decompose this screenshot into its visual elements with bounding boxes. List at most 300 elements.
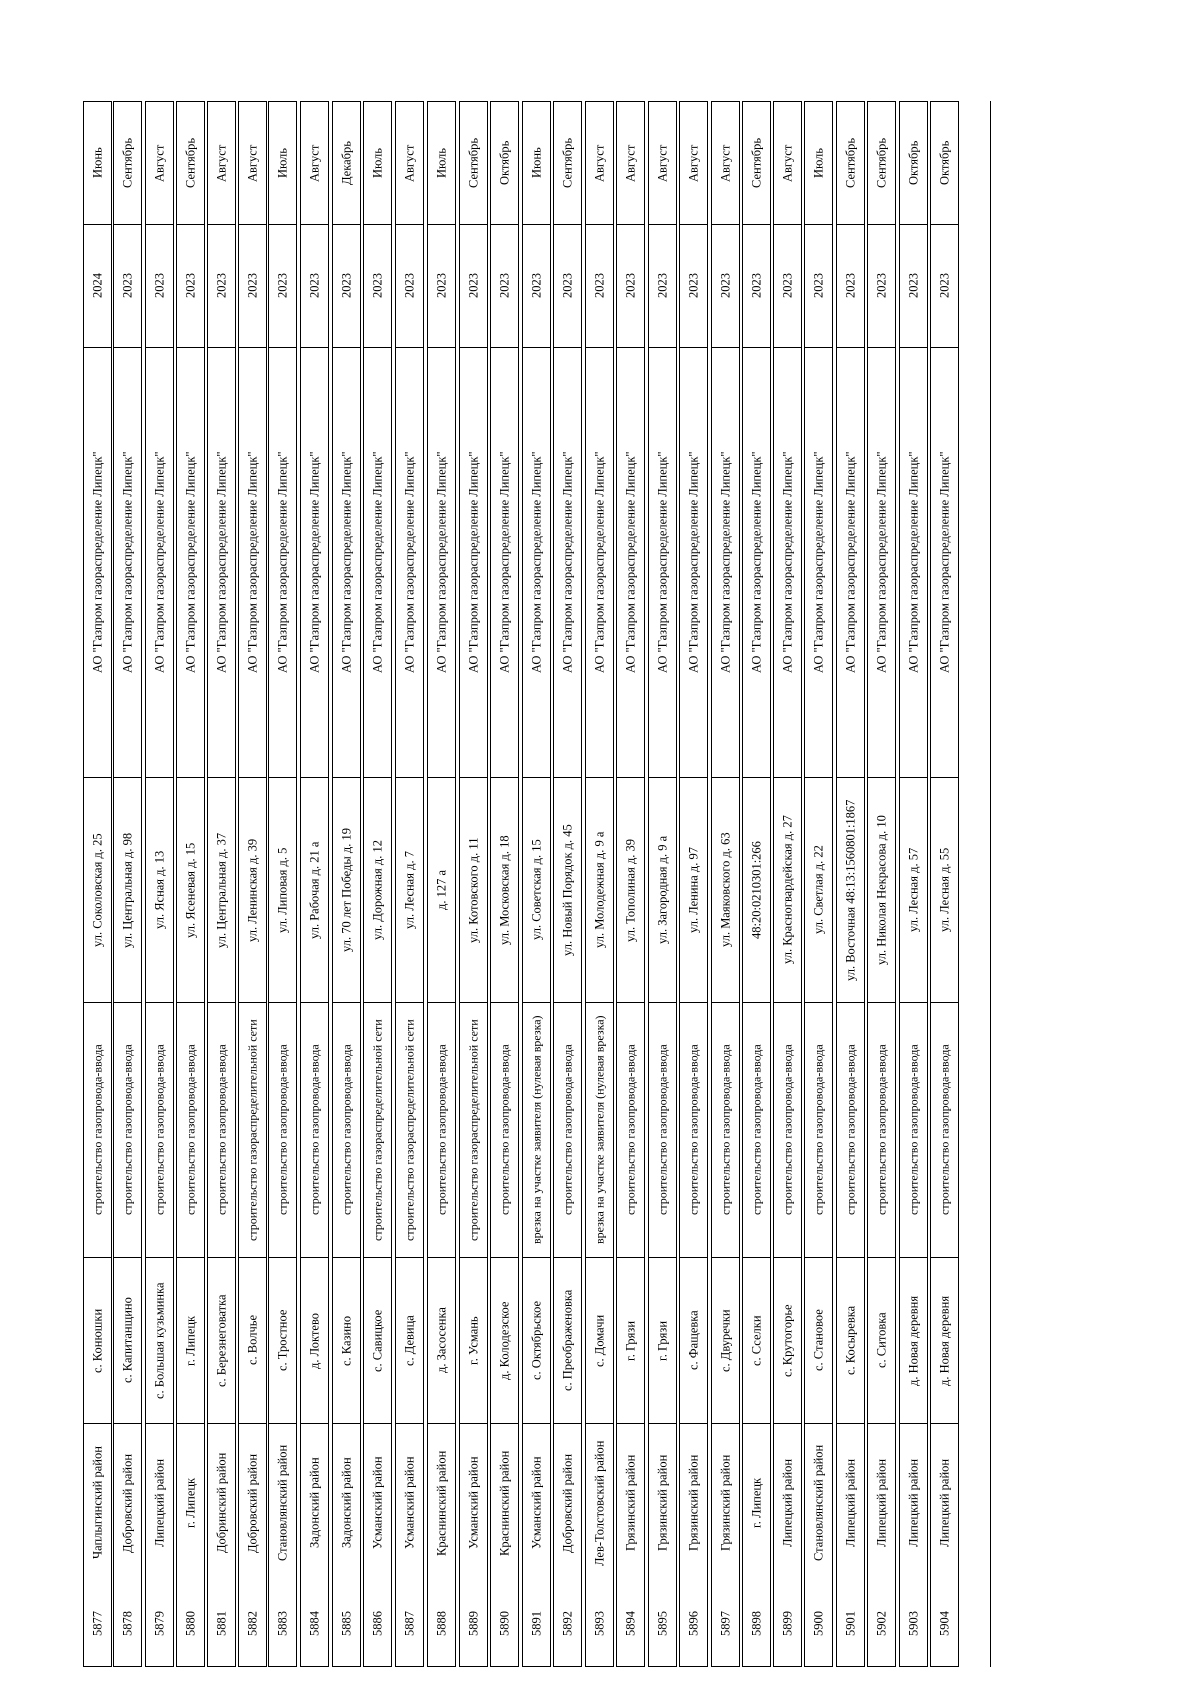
table-cell-org <box>616 347 645 777</box>
table-cell-district <box>427 1423 456 1582</box>
cell-text-settlement: с. Ситовка <box>874 1312 889 1369</box>
cell-text-num: 5895 <box>655 1611 670 1637</box>
table-cell-address <box>145 777 174 1002</box>
table-cell-num <box>679 1582 708 1667</box>
cell-text-year: 2023 <box>592 273 607 299</box>
table-cell-work <box>930 1002 959 1257</box>
table-cell-settlement <box>83 1257 112 1423</box>
cell-text-work: строительство газопровода-ввода <box>560 1044 575 1216</box>
table-cell-org <box>300 347 329 777</box>
table-cell-org <box>427 347 456 777</box>
table-cell-month <box>742 101 771 224</box>
cell-text-work: строительство газопровода-ввода <box>339 1044 354 1216</box>
cell-text-district: Липецкий район <box>906 1458 921 1548</box>
cell-text-month: Июль <box>434 148 449 178</box>
cell-text-month: Сентябрь <box>843 137 858 189</box>
cell-text-month: Сентябрь <box>560 137 575 189</box>
table-cell-address <box>427 777 456 1002</box>
cell-text-work: строительство газопровода-ввода <box>120 1044 135 1216</box>
table-row <box>899 101 928 1667</box>
table-cell-settlement <box>679 1257 708 1423</box>
cell-text-month: Октябрь <box>497 140 512 186</box>
cell-text-year: 2023 <box>466 273 481 299</box>
table-cell-year <box>899 224 928 347</box>
table-cell-org <box>553 347 582 777</box>
table-cell-month <box>363 101 392 224</box>
table-cell-org <box>930 347 959 777</box>
table-cell-month <box>113 101 142 224</box>
cell-text-address: д. 127 а <box>434 869 449 911</box>
table-cell-address <box>490 777 519 1002</box>
table-cell-district <box>899 1423 928 1582</box>
cell-text-org: АО "Газпром газораспределение Липецк" <box>307 451 322 674</box>
cell-text-month: Июль <box>370 148 385 178</box>
cell-text-num: 5900 <box>811 1611 826 1637</box>
table-cell-address <box>459 777 488 1002</box>
table-cell-district <box>616 1423 645 1582</box>
table-cell-district <box>679 1423 708 1582</box>
table-cell-year <box>553 224 582 347</box>
table-cell-address <box>363 777 392 1002</box>
cell-text-month: Август <box>214 144 229 182</box>
cell-text-address: ул. Тополиная д. 39 <box>623 838 638 942</box>
table-row <box>930 101 959 1667</box>
table-cell-work <box>553 1002 582 1257</box>
cell-text-num: 5879 <box>152 1611 167 1637</box>
table-cell-work <box>238 1002 267 1257</box>
table-cell-year <box>113 224 142 347</box>
cell-text-year: 2023 <box>402 273 417 299</box>
cell-text-address: 48:20:0210301:266 <box>749 841 764 939</box>
table-row <box>238 101 267 1667</box>
cell-text-address: ул. Лесная д. 55 <box>937 847 952 933</box>
cell-text-work: строительство газопровода-ввода <box>434 1044 449 1216</box>
cell-text-num: 5877 <box>90 1611 105 1637</box>
cell-text-org: АО "Газпром газораспределение Липецк" <box>339 451 354 674</box>
table-cell-num <box>773 1582 802 1667</box>
table-cell-year <box>679 224 708 347</box>
table-cell-settlement <box>742 1257 771 1423</box>
table-cell-num <box>711 1582 740 1667</box>
cell-text-settlement: д. Новая деревня <box>937 1295 952 1386</box>
cell-text-year: 2023 <box>529 273 544 299</box>
cell-text-year: 2023 <box>183 273 198 299</box>
table-cell-num <box>363 1582 392 1667</box>
table-cell-work <box>899 1002 928 1257</box>
table-cell-address <box>585 777 614 1002</box>
cell-text-num: 5893 <box>592 1611 607 1637</box>
table-cell-address <box>804 777 833 1002</box>
cell-text-org: АО "Газпром газораспределение Липецк" <box>560 451 575 674</box>
cell-text-num: 5880 <box>183 1611 198 1637</box>
table-cell-month <box>395 101 424 224</box>
cell-text-address: ул. Загородная д. 9 а <box>655 835 670 945</box>
table-cell-month <box>585 101 614 224</box>
cell-text-org: АО "Газпром газораспределение Липецк" <box>402 451 417 674</box>
cell-text-work: строительство газопровода-ввода <box>906 1044 921 1216</box>
table-cell-address <box>773 777 802 1002</box>
table-cell-work <box>490 1002 519 1257</box>
cell-text-settlement: г. Липецк <box>183 1315 198 1366</box>
table-cell-settlement <box>238 1257 267 1423</box>
table-cell-year <box>207 224 236 347</box>
cell-text-work: строительство газопровода-ввода <box>811 1044 826 1216</box>
table-row <box>300 101 329 1667</box>
cell-text-district: Становлянский район <box>811 1444 826 1562</box>
table-cell-district <box>742 1423 771 1582</box>
table-cell-num <box>300 1582 329 1667</box>
cell-text-year: 2023 <box>152 273 167 299</box>
table-cell-address <box>522 777 551 1002</box>
cell-text-num: 5881 <box>214 1611 229 1637</box>
table-cell-year <box>773 224 802 347</box>
cell-text-num: 5887 <box>402 1611 417 1637</box>
table-cell-year <box>585 224 614 347</box>
cell-text-district: Грязинский район <box>655 1454 670 1552</box>
table-cell-org <box>522 347 551 777</box>
table-cell-org <box>836 347 865 777</box>
cell-text-work: строительство газопровода-ввода <box>90 1044 105 1216</box>
cell-text-settlement: с. Капитанщино <box>120 1297 135 1384</box>
table-cell-month <box>268 101 297 224</box>
table-row <box>679 101 708 1667</box>
cell-text-month: Сентябрь <box>466 137 481 189</box>
table-row <box>867 101 896 1667</box>
cell-text-month: Август <box>402 144 417 182</box>
cell-text-year: 2023 <box>843 273 858 299</box>
cell-text-num: 5897 <box>718 1611 733 1637</box>
table-cell-year <box>176 224 205 347</box>
cell-text-num: 5878 <box>120 1611 135 1637</box>
cell-text-settlement: с. Косыревка <box>843 1305 858 1376</box>
cell-text-org: АО "Газпром газораспределение Липецк" <box>874 451 889 674</box>
cell-text-month: Июнь <box>90 147 105 179</box>
cell-text-district: Грязинский район <box>718 1454 733 1552</box>
cell-text-settlement: с. Преображеновка <box>560 1289 575 1392</box>
table-cell-address <box>238 777 267 1002</box>
table-cell-org <box>207 347 236 777</box>
table-cell-district <box>176 1423 205 1582</box>
table-cell-work <box>773 1002 802 1257</box>
table-cell-district <box>804 1423 833 1582</box>
table-cell-year <box>268 224 297 347</box>
table-cell-num <box>268 1582 297 1667</box>
table-cell-district <box>585 1423 614 1582</box>
table-cell-work <box>332 1002 361 1257</box>
cell-text-num: 5888 <box>434 1611 449 1637</box>
cell-text-district: Грязинский район <box>623 1454 638 1552</box>
table-cell-num <box>930 1582 959 1667</box>
cell-text-year: 2023 <box>560 273 575 299</box>
cell-text-work: строительство газопровода-ввода <box>152 1044 167 1216</box>
cell-text-district: Чаплыгинский район <box>90 1446 105 1560</box>
cell-text-work: строительство газораспределительной сети <box>245 1019 260 1241</box>
table-cell-year <box>490 224 519 347</box>
table-cell-org <box>83 347 112 777</box>
table-cell-month <box>145 101 174 224</box>
table-cell-settlement <box>930 1257 959 1423</box>
cell-text-num: 5885 <box>339 1611 354 1637</box>
cell-text-year: 2023 <box>718 273 733 299</box>
cell-text-address: ул. Соколовская д. 25 <box>90 833 105 947</box>
cell-text-settlement: с. Большая кузьминка <box>152 1282 167 1399</box>
table-cell-settlement <box>836 1257 865 1423</box>
cell-text-district: г. Липецк <box>749 1477 764 1529</box>
table-cell-address <box>207 777 236 1002</box>
cell-text-district: Добринский район <box>214 1452 229 1554</box>
table-cell-district <box>300 1423 329 1582</box>
cell-text-work: строительство газопровода-ввода <box>655 1044 670 1216</box>
cell-text-work: строительство газопровода-ввода <box>937 1044 952 1216</box>
cell-text-year: 2023 <box>120 273 135 299</box>
cell-text-work: строительство газопровода-ввода <box>874 1044 889 1216</box>
cell-text-year: 2023 <box>497 273 512 299</box>
table-cell-address <box>300 777 329 1002</box>
cell-text-address: ул. Ясная д. 13 <box>152 850 167 930</box>
table-cell-year <box>459 224 488 347</box>
cell-text-district: Задонский район <box>307 1457 322 1549</box>
table-cell-settlement <box>616 1257 645 1423</box>
table-cell-address <box>395 777 424 1002</box>
table-cell-num <box>207 1582 236 1667</box>
cell-text-org: АО "Газпром газораспределение Липецк" <box>529 451 544 674</box>
table-cell-district <box>363 1423 392 1582</box>
table-cell-org <box>332 347 361 777</box>
table-cell-num <box>395 1582 424 1667</box>
table-cell-work <box>176 1002 205 1257</box>
cell-text-district: Липецкий район <box>843 1458 858 1548</box>
table-cell-settlement <box>804 1257 833 1423</box>
table-cell-district <box>145 1423 174 1582</box>
table-cell-month <box>207 101 236 224</box>
cell-text-month: Август <box>718 144 733 182</box>
cell-text-month: Август <box>245 144 260 182</box>
table-cell-year <box>427 224 456 347</box>
cell-text-settlement: с. Конюшки <box>90 1308 105 1373</box>
cell-text-work: строительство газопровода-ввода <box>686 1044 701 1216</box>
cell-text-month: Декабрь <box>339 141 354 185</box>
table-cell-year <box>930 224 959 347</box>
cell-text-org: АО "Газпром газораспределение Липецк" <box>434 451 449 674</box>
table-cell-work <box>459 1002 488 1257</box>
table-cell-work <box>300 1002 329 1257</box>
cell-text-district: Краснинский район <box>497 1450 512 1556</box>
cell-text-district: Усманский район <box>466 1456 481 1550</box>
cell-text-settlement: с. Савицкое <box>370 1309 385 1372</box>
table-cell-settlement <box>207 1257 236 1423</box>
table-cell-settlement <box>176 1257 205 1423</box>
table-cell-num <box>836 1582 865 1667</box>
table-row <box>742 101 771 1667</box>
cell-text-num: 5890 <box>497 1611 512 1637</box>
table-cell-address <box>113 777 142 1002</box>
table-cell-month <box>836 101 865 224</box>
table-cell-num <box>83 1582 112 1667</box>
cell-text-address: ул. 70 лет Победы д. 19 <box>339 827 354 953</box>
table-cell-num <box>742 1582 771 1667</box>
table-cell-num <box>585 1582 614 1667</box>
table-cell-district <box>553 1423 582 1582</box>
table-cell-address <box>930 777 959 1002</box>
table-cell-month <box>522 101 551 224</box>
cell-text-district: Липецкий район <box>874 1458 889 1548</box>
cell-text-num: 5889 <box>466 1611 481 1637</box>
table-cell-month <box>804 101 833 224</box>
cell-text-settlement: г. Грязи <box>623 1320 638 1361</box>
cell-text-address: ул. Новый Порядок д. 45 <box>560 824 575 956</box>
table-row <box>83 101 112 1667</box>
cell-text-year: 2023 <box>686 273 701 299</box>
table-row <box>363 101 392 1667</box>
table-cell-settlement <box>145 1257 174 1423</box>
cell-text-year: 2023 <box>214 273 229 299</box>
table-cell-district <box>207 1423 236 1582</box>
table-cell-settlement <box>522 1257 551 1423</box>
table-cell-address <box>711 777 740 1002</box>
table-cell-year <box>804 224 833 347</box>
table-row <box>804 101 833 1667</box>
table-row <box>395 101 424 1667</box>
table-cell-month <box>773 101 802 224</box>
table-cell-work <box>742 1002 771 1257</box>
table-cell-settlement <box>585 1257 614 1423</box>
table-cell-year <box>145 224 174 347</box>
table-cell-num <box>176 1582 205 1667</box>
table-cell-num <box>522 1582 551 1667</box>
cell-text-org: АО "Газпром газораспределение Липецк" <box>718 451 733 674</box>
cell-text-year: 2023 <box>307 273 322 299</box>
cell-text-settlement: с. Фащевка <box>686 1310 701 1371</box>
table-cell-district <box>490 1423 519 1582</box>
table-cell-month <box>930 101 959 224</box>
cell-text-work: строительство газораспределительной сети <box>402 1019 417 1241</box>
cell-text-month: Август <box>780 144 795 182</box>
cell-text-settlement: с. Тростное <box>275 1309 290 1372</box>
table-cell-month <box>648 101 677 224</box>
table-cell-num <box>648 1582 677 1667</box>
table-cell-settlement <box>268 1257 297 1423</box>
cell-text-settlement: с. Домачи <box>592 1314 607 1367</box>
cell-text-district: Усманский район <box>370 1456 385 1550</box>
cell-text-address: ул. Дорожная д. 12 <box>370 840 385 941</box>
table-cell-address <box>83 777 112 1002</box>
cell-text-work: строительство газопровода-ввода <box>749 1044 764 1216</box>
cell-text-year: 2023 <box>245 273 260 299</box>
table-cell-district <box>395 1423 424 1582</box>
cell-text-address: ул. Липовая д. 5 <box>275 847 290 933</box>
cell-text-address: ул. Советская д. 15 <box>529 839 544 941</box>
cell-text-settlement: д. Засосенка <box>434 1307 449 1374</box>
table-cell-month <box>83 101 112 224</box>
cell-text-address: ул. Ясеневая д. 15 <box>183 842 198 938</box>
table-cell-year <box>332 224 361 347</box>
cell-text-year: 2023 <box>623 273 638 299</box>
table-cell-district <box>648 1423 677 1582</box>
table-cell-settlement <box>490 1257 519 1423</box>
table-cell-num <box>490 1582 519 1667</box>
cell-text-settlement: с. Октябрьское <box>529 1300 544 1381</box>
table-row <box>711 101 740 1667</box>
table-row <box>332 101 361 1667</box>
cell-text-settlement: г. Грязи <box>655 1320 670 1361</box>
cell-text-year: 2023 <box>655 273 670 299</box>
table-row <box>427 101 456 1667</box>
cell-text-month: Июль <box>811 148 826 178</box>
table-cell-settlement <box>300 1257 329 1423</box>
table-cell-address <box>836 777 865 1002</box>
table-cell-org <box>395 347 424 777</box>
table-cell-address <box>616 777 645 1002</box>
table-cell-org <box>899 347 928 777</box>
table-cell-address <box>332 777 361 1002</box>
table-row <box>616 101 645 1667</box>
table-cell-district <box>459 1423 488 1582</box>
table-cell-settlement <box>773 1257 802 1423</box>
table-cell-org <box>585 347 614 777</box>
table-cell-work <box>585 1002 614 1257</box>
table-cell-district <box>836 1423 865 1582</box>
cell-text-org: АО "Газпром газораспределение Липецк" <box>90 451 105 674</box>
cell-text-district: Добровский район <box>120 1453 135 1553</box>
cell-text-num: 5896 <box>686 1611 701 1637</box>
table-cell-district <box>268 1423 297 1582</box>
cell-text-district: Становлянский район <box>275 1444 290 1562</box>
table-cell-work <box>522 1002 551 1257</box>
table-cell-address <box>679 777 708 1002</box>
table-cell-num <box>867 1582 896 1667</box>
table-cell-work <box>804 1002 833 1257</box>
cell-text-address: ул. Котовского д. 11 <box>466 837 481 943</box>
table-cell-work <box>113 1002 142 1257</box>
table-cell-num <box>145 1582 174 1667</box>
table-cell-org <box>238 347 267 777</box>
table-cell-work <box>711 1002 740 1257</box>
cell-text-work: строительство газопровода-ввода <box>623 1044 638 1216</box>
table-cell-num <box>238 1582 267 1667</box>
table-cell-month <box>490 101 519 224</box>
table-row <box>459 101 488 1667</box>
cell-text-org: АО "Газпром газораспределение Липецк" <box>497 451 512 674</box>
cell-text-year: 2023 <box>811 273 826 299</box>
table-row <box>648 101 677 1667</box>
cell-text-month: Сентябрь <box>120 137 135 189</box>
cell-text-org: АО "Газпром газораспределение Липецк" <box>843 451 858 674</box>
cell-text-month: Сентябрь <box>874 137 889 189</box>
cell-text-year: 2023 <box>749 273 764 299</box>
table-cell-address <box>867 777 896 1002</box>
table-cell-org <box>711 347 740 777</box>
table-cell-settlement <box>867 1257 896 1423</box>
cell-text-work: строительство газораспределительной сети <box>466 1019 481 1241</box>
table-cell-work <box>268 1002 297 1257</box>
table-cell-district <box>711 1423 740 1582</box>
cell-text-address: ул. Молодежная д. 9 а <box>592 831 607 949</box>
cell-text-month: Сентябрь <box>749 137 764 189</box>
table-row <box>176 101 205 1667</box>
cell-text-org: АО "Газпром газораспределение Липецк" <box>152 451 167 674</box>
cell-text-num: 5894 <box>623 1611 638 1637</box>
table-cell-year <box>648 224 677 347</box>
table-cell-num <box>616 1582 645 1667</box>
table-cell-work <box>679 1002 708 1257</box>
cell-text-settlement: с. Сселки <box>749 1315 764 1366</box>
cell-text-month: Октябрь <box>906 140 921 186</box>
table-cell-num <box>459 1582 488 1667</box>
cell-text-month: Июль <box>275 148 290 178</box>
cell-text-org: АО "Газпром газораспределение Липецк" <box>214 451 229 674</box>
cell-text-district: Усманский район <box>402 1456 417 1550</box>
table-row <box>268 101 297 1667</box>
